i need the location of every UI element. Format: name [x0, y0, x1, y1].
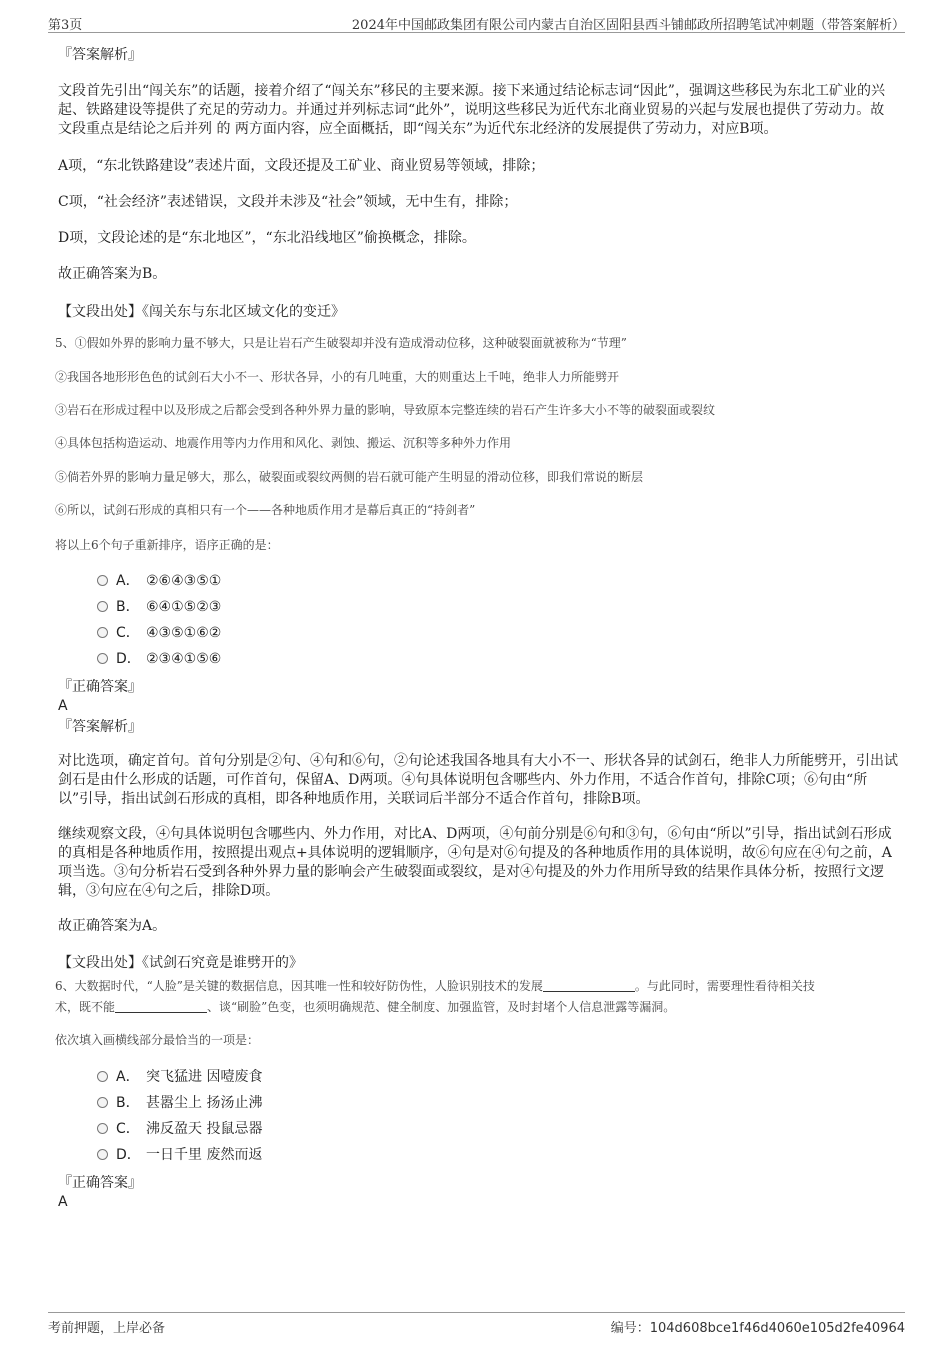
- question-sentence: ⑥所以，试剑石形成的真相只有一个——各种地质作用才是幕后真正的“持剑者”: [55, 503, 476, 517]
- analysis-paragraph: D项，文段论述的是“东北地区”，“东北沿线地区”偷换概念，排除。: [58, 230, 476, 246]
- analysis-paragraph: 继续观察文段，④句具体说明包含哪些内、外力作用，对比A、D两项，④句前分别是⑥句和③句，⑥句由“所以”引导，指出试剑石形成的真相是各种地质作用，按照提出观点+具体说明的逻辑顺序，④句是对⑥句提及的各种地质作用的具体说明，故⑥句应在④句之前，A项当选。③句分析岩石受到各种外界力量的影响会产生破裂面或裂纹，是对④句提及的外力作用所导致的结果作具体分析，按照行文逻辑，③句应在④句之后，排除D项。: [58, 826, 892, 899]
- option-text: 突飞猛进 因噎废食: [146, 1069, 263, 1085]
- answer-label: 『正确答案』: [58, 679, 142, 695]
- analysis-paragraph: 故正确答案为B。: [58, 266, 167, 282]
- q4-analysis: [58, 44, 898, 337]
- option-text: 一日千里 废然而返: [146, 1147, 263, 1163]
- source-citation: 【文段出处】《闯关东与东北区域文化的变迁》: [58, 304, 345, 320]
- question-sentence: ③岩石在形成过程中以及形成之后都会受到各种外界力量的影响，导致原本完整连续的岩石产生许多大小不等的破裂面或裂纹: [55, 403, 716, 417]
- q5-analysis: [58, 716, 898, 988]
- document-title: 2024年中国邮政集团有限公司内蒙古自治区固阳县西斗铺邮政所招聘笔试冲刺题（带答案解析）: [351, 18, 905, 33]
- option-d[interactable]: D． ②③④①⑤⑥: [97, 648, 221, 668]
- page-header: [48, 10, 905, 33]
- footer-slogan: 考前押题，上岸必备: [48, 1321, 166, 1336]
- fill-blank: [115, 1000, 207, 1013]
- document-code: 编号：104d608bce1f46d4060e105d2fe40964: [610, 1321, 905, 1336]
- option-b[interactable]: B． ⑥④①⑤②③: [97, 596, 221, 616]
- radio-icon[interactable]: [97, 1123, 108, 1134]
- question-stem-cont: 术，既不能 、谈“刷脸”色变，也须明确规范、健全制度、加强监管，及时封堵个人信息泄露等漏洞。: [55, 1000, 676, 1014]
- answer-value: A: [58, 1194, 68, 1210]
- analysis-label: 『答案解析』: [58, 47, 142, 63]
- question-sentence: ④具体包括构造运动、地震作用等内力作用和风化、剥蚀、搬运、沉积等多种外力作用: [55, 436, 512, 450]
- option-c[interactable]: C． ④③⑤①⑥②: [97, 622, 221, 642]
- analysis-paragraph: 故正确答案为A。: [58, 918, 167, 934]
- answer-value: A: [58, 698, 68, 714]
- option-d[interactable]: D． 一日千里 废然而返: [97, 1144, 262, 1164]
- source-citation: 【文段出处】《试剑石究竟是谁劈开的》: [58, 955, 303, 971]
- page-number: 第3页: [48, 18, 83, 33]
- question-sentence: ②我国各地形形色色的试剑石大小不一、形状各异，小的有几吨重，大的则重达上千吨，绝非人力所能劈开: [55, 370, 620, 384]
- radio-icon[interactable]: [97, 627, 108, 638]
- question-prompt: 依次填入画横线部分最恰当的一项是：: [55, 1033, 260, 1047]
- option-text: 沸反盈天 投鼠忌器: [146, 1121, 263, 1137]
- option-text: ④③⑤①⑥②: [146, 625, 222, 641]
- option-text: 甚嚣尘上 扬汤止沸: [146, 1095, 263, 1111]
- option-a[interactable]: A． 突飞猛进 因噎废食: [97, 1066, 262, 1086]
- option-text: ②③④①⑤⑥: [146, 651, 222, 667]
- analysis-paragraph: A项，“东北铁路建设”表述片面，文段还提及工矿业、商业贸易等领域，排除；: [58, 158, 545, 174]
- q6-answer: [58, 1172, 142, 1210]
- option-text: ②⑥④③⑤①: [146, 573, 222, 589]
- answer-label: 『正确答案』: [58, 1175, 142, 1191]
- fill-blank: [543, 979, 635, 992]
- question-sentence: ⑤倘若外界的影响力量足够大，那么，破裂面或裂纹两侧的岩石就可能产生明显的滑动位移，即我们常说的断层: [55, 470, 644, 484]
- radio-icon[interactable]: [97, 1071, 108, 1082]
- q5-answer: [58, 676, 142, 714]
- radio-icon[interactable]: [97, 653, 108, 664]
- option-b[interactable]: B． 甚嚣尘上 扬汤止沸: [97, 1092, 262, 1112]
- option-text: ⑥④①⑤②③: [146, 599, 222, 615]
- radio-icon[interactable]: [97, 1149, 108, 1160]
- question-prompt: 将以上6个句子重新排序，语序正确的是：: [55, 538, 279, 552]
- option-a[interactable]: A． ②⑥④③⑤①: [97, 570, 221, 590]
- analysis-label: 『答案解析』: [58, 719, 142, 735]
- analysis-paragraph: 对比选项，确定首句。首句分别是②句、④句和⑥句，②句论述我国各地具有大小不一、形状各异的试剑石，绝非人力所能劈开，引出试剑石是由什么形成的话题，可作首句，保留A、D两项。④句具体说明包含哪些内、外力作用，不适合作首句，排除C项；⑥句由“所以”引导，指出试剑石形成的真相，即各种地质作用，关联词后半部分不适合作首句，排除B项。: [58, 753, 898, 807]
- analysis-paragraph: 文段首先引出“闯关东”的话题，接着介绍了“闯关东”移民的主要来源。接下来通过结论标志词“因此”，强调这些移民为东北工矿业的兴起、铁路建设等提供了充足的劳动力。并通过并列标志词“此外”，说明这些移民为近代东北商业贸易的兴起与发展也提供了劳动力。故文段重点是结论之后并列 的 两方面内容，应全面概括，即“闯关东”为近代东北经济的发展提供了劳动力，对应B项。: [58, 83, 885, 137]
- radio-icon[interactable]: [97, 1097, 108, 1108]
- question-stem: 6、大数据时代，“人脸”是关键的数据信息，因其唯一性和较好防伪性，人脸识别技术的发展 。与此同时，需要理性看待相关技: [55, 979, 815, 993]
- page-footer: [48, 1312, 905, 1336]
- option-c[interactable]: C． 沸反盈天 投鼠忌器: [97, 1118, 262, 1138]
- analysis-paragraph: C项，“社会经济”表述错误，文段并未涉及“社会”领域，无中生有，排除；: [58, 194, 518, 210]
- radio-icon[interactable]: [97, 575, 108, 586]
- question-stem: 5、①假如外界的影响力量不够大，只是让岩石产生破裂却并没有造成滑动位移，这种破裂面就被称为“节理”: [55, 336, 627, 350]
- radio-icon[interactable]: [97, 601, 108, 612]
